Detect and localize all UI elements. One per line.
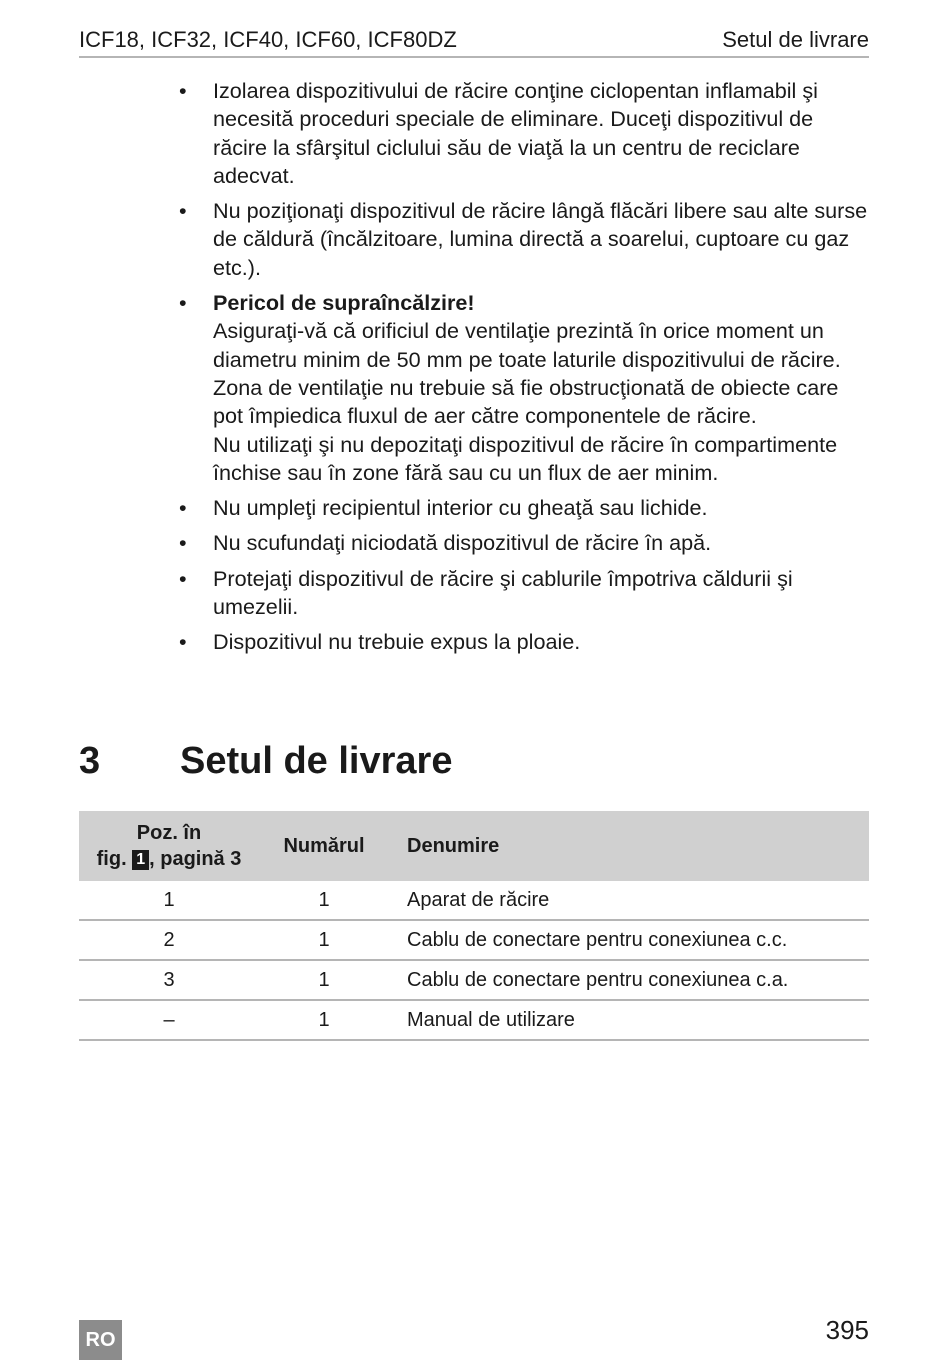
header-section: Setul de livrare <box>722 27 869 52</box>
page-number: 395 <box>825 1315 869 1345</box>
bullet-icon: • <box>179 530 187 556</box>
cell-name: Cablu de conectare pentru conexiunea c.a. <box>389 960 869 1000</box>
list-item <box>179 628 869 656</box>
list-item <box>179 529 869 557</box>
column-header-position <box>79 811 259 881</box>
cell-count: 1 <box>259 881 389 920</box>
list-item <box>179 565 869 622</box>
section-number: 3 <box>79 740 101 782</box>
header-pos-suffix: , pagină 3 <box>149 848 242 870</box>
bullet-icon: • <box>179 495 187 521</box>
header-pos-prefix: fig. <box>96 848 127 870</box>
ventilation-paragraph: Asiguraţi-vă că orificiul de ventilaţie prezintă în orice moment un diametru minim de 50 mm pe toate laturile dispozitivului de răcire. Zona de ventilaţie nu trebuie să fie obstrucţionată de obiecte care pot împiedica fluxul de aer către componentele de răcire. <box>213 318 841 429</box>
storage-paragraph: Nu utilizaţi şi nu depozitaţi dispozitivul de răcire în compartimente închise sau în zone fără sau cu un flux de aer minim. <box>213 431 838 485</box>
cell-count: 1 <box>259 960 389 1000</box>
bullet-text: Protejaţi dispozitivul de răcire şi cablurile împotriva căldurii şi umezelii. <box>213 565 793 620</box>
cell-position: 1 <box>79 881 259 920</box>
cell-name: Cablu de conectare pentru conexiunea c.c. <box>389 920 869 960</box>
header-pos-line1: Poz. în <box>136 822 202 844</box>
bullet-icon: • <box>179 629 187 655</box>
list-item <box>179 494 869 522</box>
bullet-text: Nu scufundaţi niciodată dispozitivul de răcire în apă. <box>213 530 712 556</box>
bullet-icon: • <box>179 78 187 103</box>
bullet-icon: • <box>179 198 187 224</box>
cell-name: Manual de utilizare <box>389 1000 869 1040</box>
bullet-text: Izolarea dispozitivului de răcire conţine ciclopentan inflamabil şi necesită proceduri speciale de eliminare. Duceţi dispozitivul de răcire la sfârşitul ciclului său de viaţă la un centru de reciclare adecvat. <box>213 78 818 188</box>
safety-bullet-list <box>179 77 869 664</box>
table-row <box>79 960 869 1000</box>
bullet-text: Nu umpleţi recipientul interior cu gheaţă sau lichide. <box>213 495 708 521</box>
delivery-contents-table <box>79 811 869 1041</box>
table-header-row <box>79 811 869 881</box>
list-item <box>179 197 869 282</box>
bullet-text: Dispozitivul nu trebuie expus la ploaie. <box>213 629 581 655</box>
cell-position: 3 <box>79 960 259 1000</box>
section-title: Setul de livrare <box>180 740 453 782</box>
column-header-name: Denumire <box>407 835 500 857</box>
bullet-icon: • <box>179 290 187 316</box>
table-row <box>79 1000 869 1040</box>
list-item <box>179 289 869 487</box>
cell-position: 2 <box>79 920 259 960</box>
page-header <box>79 26 869 58</box>
column-header-count: Numărul <box>283 835 365 857</box>
cell-position: – <box>79 1000 259 1040</box>
cell-count: 1 <box>259 920 389 960</box>
bullet-icon: • <box>179 565 187 591</box>
overheating-warning-title: Pericol de supraîncălzire! <box>213 290 475 316</box>
table-row <box>79 881 869 920</box>
cell-name: Aparat de răcire <box>389 881 869 920</box>
header-models: ICF18, ICF32, ICF40, ICF60, ICF80DZ <box>79 27 457 52</box>
cell-count: 1 <box>259 1000 389 1040</box>
bullet-text: Nu poziţionaţi dispozitivul de răcire lângă flăcări libere sau alte surse de căldură (încălzitoare, lumina directă a soarelui, cuptoare cu gaz etc.). <box>213 198 868 280</box>
language-badge: RO <box>79 1320 122 1360</box>
figure-number-badge: 1 <box>132 850 149 870</box>
list-item <box>179 77 869 190</box>
table-row <box>79 920 869 960</box>
